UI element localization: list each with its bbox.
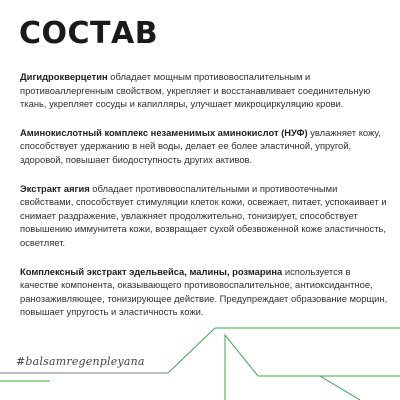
ingredient-description: обладает противовоспалительными и противоотечными свойствами, способствует стимуляции клеток кожи, освежает, питает, успокаивает и снимает раздражение, увлажняет продолжительно, тонизирует, способствует повышению иммунитета кожи, возвращает сухой обезвоженной коже эластичность, осветляет.	[20, 182, 387, 248]
hashtag: #balsamregenpleyana	[16, 355, 145, 368]
ingredient-description: используется в качестве компонента, оказывающего противовоспалительное, антиоксидантное, ранозаживляющее, тонизирующее действие. Предупреждает образование морщин, повышает упругость и эластичность кожи.	[20, 265, 388, 318]
page-title: СОСТАВ	[19, 16, 159, 51]
ingredient-complex-extract	[20, 265, 388, 319]
ingredient-dihydroquercetin	[20, 70, 388, 111]
ingredient-description: увлажняет кожу, способствует удержанию в ней воды, делает ее более эластичной, упругой, здоровой, повышает биодоступность других активов.	[20, 126, 381, 165]
ingredient-name: Дигидрокверцетин	[20, 71, 108, 82]
ingredient-ayagia-extract	[20, 182, 388, 250]
ingredient-description: обладает мощным противовоспалительным и противоаллергенным свойством, укрепляет и восстанавливает соединительную ткань, укрепляет сосуды и капилляры, улучшает микроциркуляцию крови.	[20, 71, 371, 110]
ingredient-name: Аминокислотный комплекс незаменимых аминокислот (НУФ)	[20, 126, 308, 138]
green-line-drop	[320, 376, 360, 400]
ingredient-amino-acid-complex	[20, 126, 388, 167]
green-line-main	[168, 328, 400, 373]
ingredients-list	[20, 70, 388, 334]
ingredient-name: Комплексный экстракт эдельвейса, малины, розмарина	[20, 265, 283, 277]
green-line-branch	[225, 335, 400, 400]
ingredient-name: Экстракт аягия	[20, 182, 90, 194]
